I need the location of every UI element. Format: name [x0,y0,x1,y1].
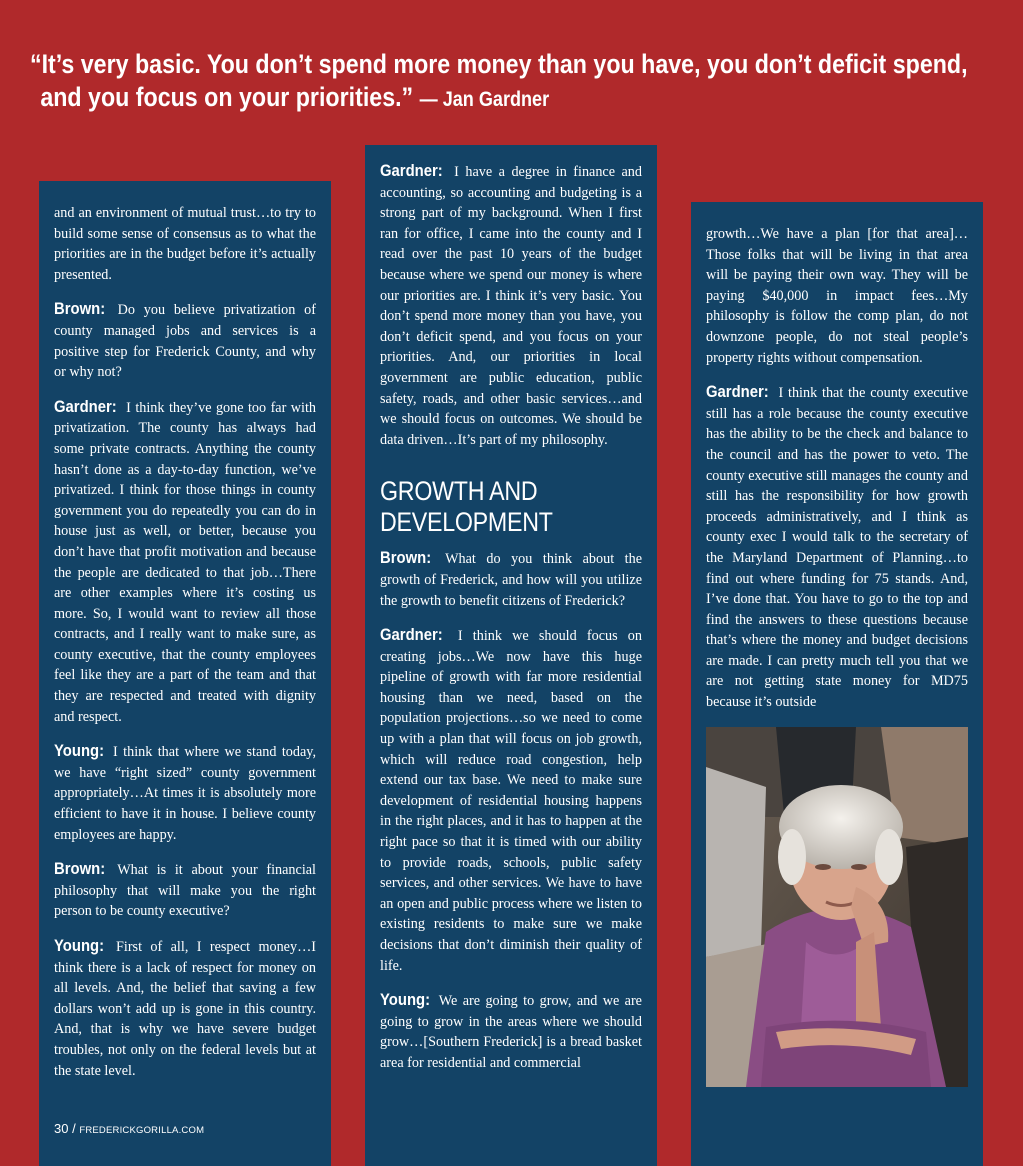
paragraph [54,397,316,728]
section-heading-line-1: GROWTH AND [380,476,538,507]
page-footer [54,1121,204,1136]
speaker-label: Gardner: [54,397,117,416]
article-column-3 [691,202,983,1166]
paragraph-text: I think they’ve gone too far with privatization. The county has always had some private contracts. Anything the county hasn’t done as a day-to-day function, we’ve privatized. I think for those things in county government you do repeatedly you can do in house just as well, or better, because you don’t have that profit motivation and because the people are dedicated to that job…There are other examples where it’s costing us more. So, I would want to review all those contracts, and I really want to make sure, as county executive, that the county employees feel like they are a part of the team and that they are respected and treated with dignity and respect. [54,399,316,725]
speaker-label: Brown: [54,300,106,319]
paragraph-text: We are going to grow, and we are going to grow in the areas where we should grow…[Southern Frederick] is a bread basket area for residential and commercial [380,993,642,1071]
paragraph [380,548,642,611]
footer-site[interactable]: FREDERICKGORILLA.COM [79,1125,205,1136]
footer-separator: / [68,1121,80,1136]
paragraph-text: I have a degree in finance and accounting, so accounting and budgeting is a strong part of my background. When I first ran for office, I came into the county and I read over the past 10 years of the budget because where we spend our money is where our priorities are. I think it’s very basic. You don’t spend more money than you have, you don’t deficit spend, and you focus on your priorities. And, our priorities in local government are public education, public safety, roads, and other basic services…and we should focus on outcomes. We should be data driven…It’s part of my philosophy. [380,164,642,448]
paragraph-text: First of all, I respect money…I think there is a lack of respect for money on all levels. And, the belief that saving a few dollars won’t add up is gone in this country. And, that is why we have severe budget troubles, not only on the federal levels but at the state level. [54,939,316,1079]
article-column-1 [39,181,331,1166]
paragraph-text: I think we should focus on creating jobs…We now have this huge pipeline of growth with far more residential housing than we need, based on the population projections…so we need to come up with a plan that will focus on job growth, which will reduce road congestion, help extend our tax base. We need to make sure development of residential housing happens in the right places, and it has to happen at the right pace so that it is timed with our ability to provide roads, schools, public safety services, and other services. We have to have an open and public process where we listen to existing residents to make sure we make decisions that don’t diminish their quality of life. [380,628,642,974]
pull-quote [30,48,993,116]
audience-photo [706,727,968,1087]
article-column-2 [365,145,657,1166]
speaker-label: Young: [54,937,105,955]
paragraph [54,859,316,922]
speaker-label: Gardner: [706,383,769,402]
photo-illustration [706,727,968,1087]
paragraph-text: What is it about your financial philosophy that will make you the right person to be county executive? [54,862,316,920]
speaker-label: Young: [380,991,431,1010]
section-heading [380,476,655,538]
speaker-label: Brown: [380,549,432,568]
paragraph [380,161,642,450]
paragraph [380,990,642,1073]
pull-quote-text: and you focus on your priorities.” [40,82,414,112]
page-number: 30 [54,1121,69,1136]
speaker-label: Young: [54,742,105,761]
paragraph [54,936,316,1081]
paragraph [706,382,968,713]
pull-quote-line-1: “It’s very basic. You don’t spend more money than you have, you don’t deficit spend, [30,49,968,79]
paragraph [54,741,316,845]
speaker-label: Gardner: [380,162,443,180]
section-heading-line-2: DEVELOPMENT [380,507,553,538]
pull-quote-attribution: — Jan Gardner [419,88,550,111]
speaker-label: Gardner: [380,626,443,645]
paragraph-text: I think that where we stand today, we have “right sized” county government appropriately…At times it is absolutely more efficient to have it in house. I believe county employees are happy. [54,744,316,843]
paragraph-text: What do you think about the growth of Frederick, and how will you utilize the growth to benefit citizens of Frederick? [380,551,642,609]
paragraph [54,299,316,382]
paragraph: and an environment of mutual trust…to try to build some sense of consensus as to what the priorities are in the budget before it’s actually presented. [54,205,316,283]
speaker-label: Brown: [54,860,106,879]
paragraph-text: Do you believe privatization of county managed jobs and services is a positive step for Frederick County, and why or why not? [54,302,316,381]
pull-quote-line-2 [30,81,993,116]
paragraph-text: I think that the county executive still has a role because the county executive has the ability to be the check and balance to the council and has the power to veto. The county executive still manages the county and still has the responsibility for how growth proceeds administratively, and I think as county exec I would talk to the secretary of the Maryland Department of Planning…to find out where funding for 75 stands. And, I’ve done that. You have to go to the top and find the answers to these questions because that’s where the money and budget decisions are made. I can pretty much tell you that we are not getting state money for MD75 because it’s outside [706,385,968,711]
paragraph [380,625,642,976]
paragraph: growth…We have a plan [for that area]… Those folks that will be living in that area will be paying their own way. They will be paying $40,000 in impact fees…My philosophy is follow the comp plan, do not downzone people, do not steal people’s property rights without compensation. [706,226,968,366]
